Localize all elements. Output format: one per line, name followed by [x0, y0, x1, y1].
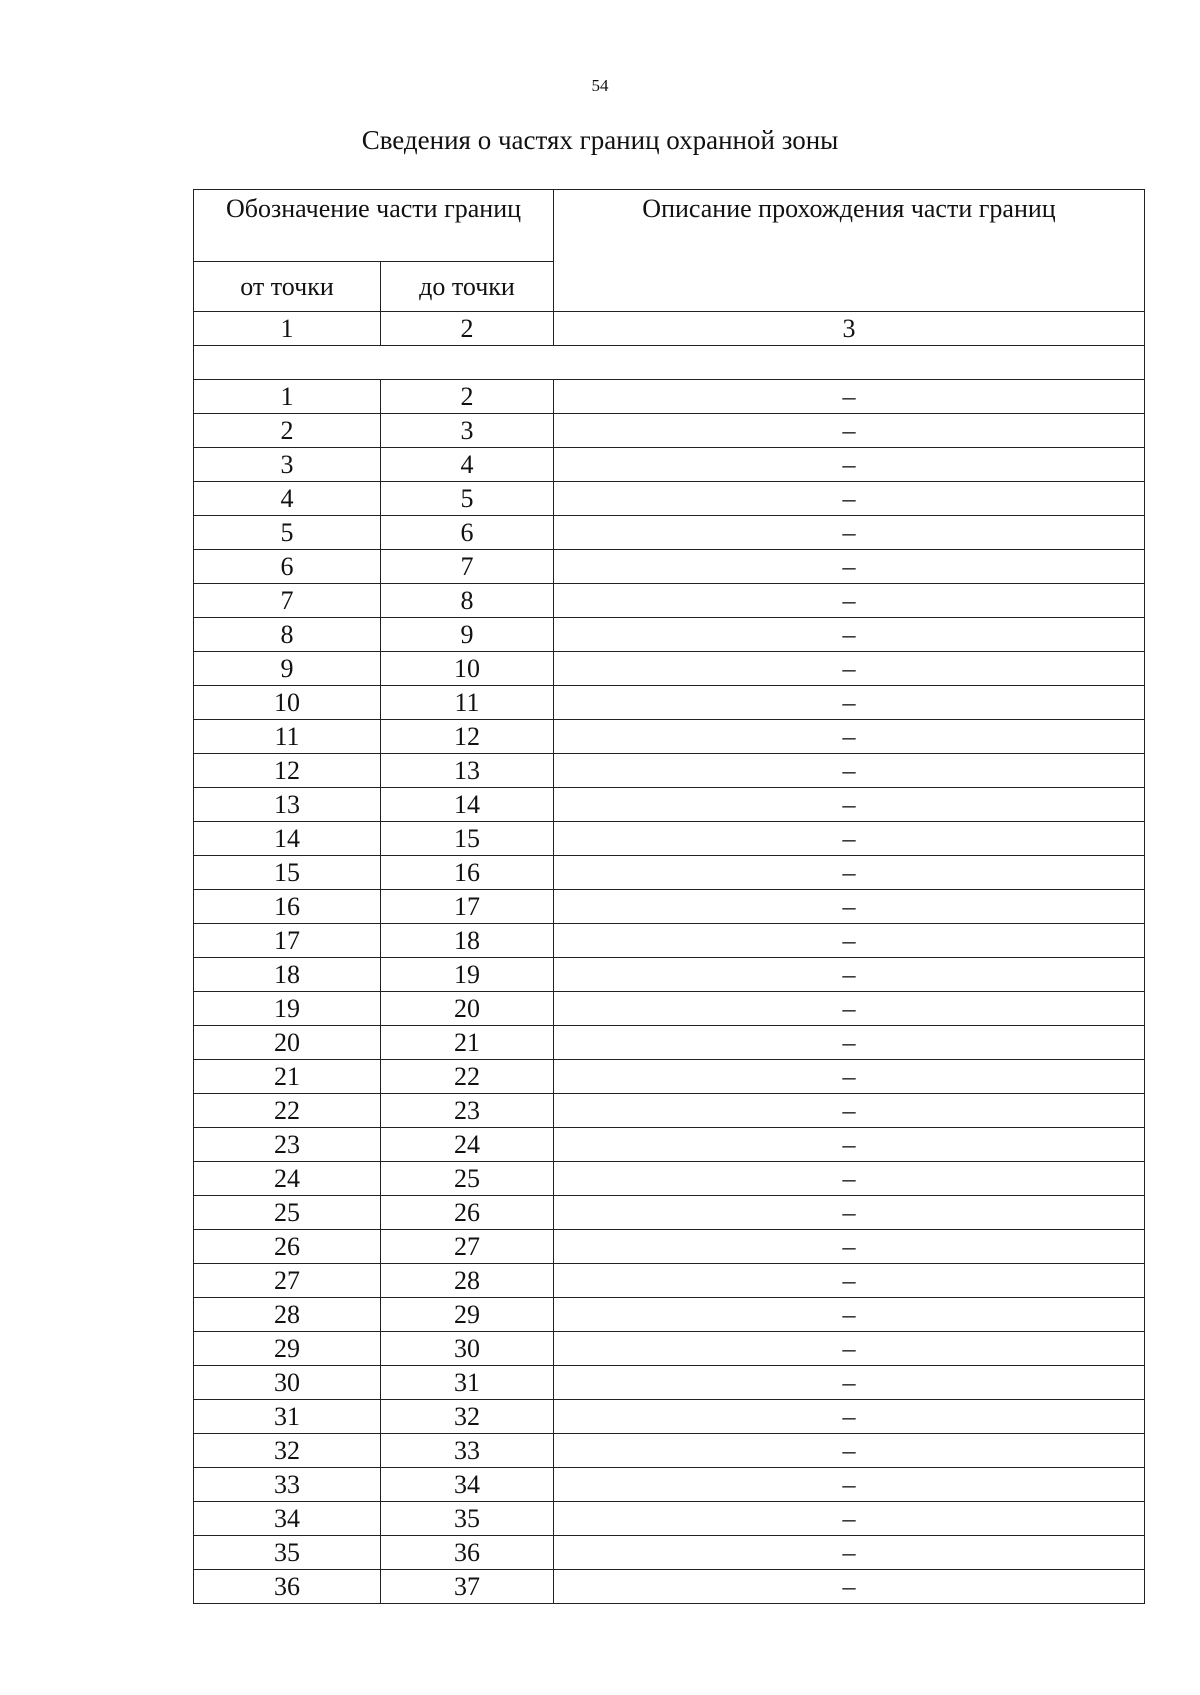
cell-to-point: 14: [381, 788, 554, 822]
table-row: [194, 1230, 1145, 1264]
cell-description: –: [554, 992, 1145, 1026]
header-designation: Обозначение части границ: [194, 190, 554, 262]
table-row: [194, 822, 1145, 856]
cell-description: –: [554, 1230, 1145, 1264]
cell-to-point: 2: [381, 380, 554, 414]
table-row: [194, 584, 1145, 618]
table-row: [194, 448, 1145, 482]
cell-to-point: 27: [381, 1230, 554, 1264]
cell-to-point: 36: [381, 1536, 554, 1570]
cell-description: –: [554, 856, 1145, 890]
cell-from-point: 22: [194, 1094, 381, 1128]
table-row: [194, 992, 1145, 1026]
table-row: [194, 1570, 1145, 1604]
cell-to-point: 26: [381, 1196, 554, 1230]
cell-to-point: 13: [381, 754, 554, 788]
cell-to-point: 16: [381, 856, 554, 890]
cell-description: –: [554, 1400, 1145, 1434]
cell-to-point: 11: [381, 686, 554, 720]
cell-to-point: 18: [381, 924, 554, 958]
cell-to-point: 15: [381, 822, 554, 856]
cell-description: –: [554, 1128, 1145, 1162]
cell-description: –: [554, 516, 1145, 550]
cell-from-point: 17: [194, 924, 381, 958]
table-row: [194, 1536, 1145, 1570]
cell-from-point: 35: [194, 1536, 381, 1570]
cell-from-point: 8: [194, 618, 381, 652]
cell-description: –: [554, 448, 1145, 482]
table-row: [194, 1366, 1145, 1400]
cell-from-point: 20: [194, 1026, 381, 1060]
cell-description: –: [554, 1570, 1145, 1604]
cell-description: –: [554, 1264, 1145, 1298]
table-row: [194, 1468, 1145, 1502]
cell-description: –: [554, 1536, 1145, 1570]
cell-to-point: 10: [381, 652, 554, 686]
section-row: [194, 346, 1145, 380]
cell-from-point: 3: [194, 448, 381, 482]
cell-description: –: [554, 720, 1145, 754]
cell-from-point: 5: [194, 516, 381, 550]
cell-from-point: 23: [194, 1128, 381, 1162]
cell-from-point: 15: [194, 856, 381, 890]
cell-from-point: 7: [194, 584, 381, 618]
table-row: [194, 720, 1145, 754]
cell-description: –: [554, 380, 1145, 414]
cell-from-point: 11: [194, 720, 381, 754]
cell-from-point: 31: [194, 1400, 381, 1434]
cell-to-point: 5: [381, 482, 554, 516]
cell-to-point: 20: [381, 992, 554, 1026]
cell-description: –: [554, 1094, 1145, 1128]
cell-description: –: [554, 1434, 1145, 1468]
cell-description: –: [554, 890, 1145, 924]
table-row: [194, 788, 1145, 822]
table-row: [194, 1060, 1145, 1094]
table-row: [194, 1400, 1145, 1434]
boundary-parts-table: [193, 311, 1145, 1604]
cell-from-point: 9: [194, 652, 381, 686]
header-description: Описание прохождения части границ: [554, 190, 1145, 312]
cell-from-point: 24: [194, 1162, 381, 1196]
cell-from-point: 14: [194, 822, 381, 856]
cell-to-point: 28: [381, 1264, 554, 1298]
cell-from-point: 36: [194, 1570, 381, 1604]
table-row: [194, 550, 1145, 584]
table-row: [194, 754, 1145, 788]
table-row: [194, 1026, 1145, 1060]
cell-description: –: [554, 1468, 1145, 1502]
table-row: [194, 618, 1145, 652]
cell-to-point: 8: [381, 584, 554, 618]
cell-from-point: 29: [194, 1332, 381, 1366]
cell-to-point: 22: [381, 1060, 554, 1094]
table-row: [194, 890, 1145, 924]
cell-from-point: 33: [194, 1468, 381, 1502]
cell-to-point: 23: [381, 1094, 554, 1128]
column-number-1: 1: [194, 312, 381, 346]
cell-to-point: 33: [381, 1434, 554, 1468]
page-number: 54: [591, 76, 609, 95]
cell-description: –: [554, 1298, 1145, 1332]
table-row: [194, 482, 1145, 516]
table-row: [194, 1162, 1145, 1196]
cell-description: –: [554, 1196, 1145, 1230]
cell-description: –: [554, 958, 1145, 992]
cell-from-point: 10: [194, 686, 381, 720]
cell-description: –: [554, 686, 1145, 720]
table-row: [194, 1434, 1145, 1468]
page-title: Сведения о частях границ охранной зоны: [361, 125, 839, 155]
cell-description: –: [554, 822, 1145, 856]
cell-description: –: [554, 788, 1145, 822]
cell-from-point: 1: [194, 380, 381, 414]
cell-to-point: 35: [381, 1502, 554, 1536]
cell-from-point: 27: [194, 1264, 381, 1298]
table-row: [194, 652, 1145, 686]
cell-from-point: 25: [194, 1196, 381, 1230]
table-row: [194, 1502, 1145, 1536]
table-row: [194, 1298, 1145, 1332]
cell-from-point: 12: [194, 754, 381, 788]
cell-to-point: 32: [381, 1400, 554, 1434]
column-number-2: 2: [381, 312, 554, 346]
cell-to-point: 29: [381, 1298, 554, 1332]
cell-from-point: 34: [194, 1502, 381, 1536]
section-label: [194, 346, 1145, 380]
cell-from-point: 13: [194, 788, 381, 822]
table-body: [194, 312, 1145, 1604]
cell-to-point: 3: [381, 414, 554, 448]
table-row: [194, 516, 1145, 550]
table-row: [194, 1332, 1145, 1366]
cell-from-point: 2: [194, 414, 381, 448]
cell-to-point: 25: [381, 1162, 554, 1196]
cell-from-point: 21: [194, 1060, 381, 1094]
cell-description: –: [554, 924, 1145, 958]
cell-to-point: 21: [381, 1026, 554, 1060]
table-row: [194, 1264, 1145, 1298]
table-row: [194, 414, 1145, 448]
header-to-point: до точки: [381, 262, 554, 312]
cell-description: –: [554, 652, 1145, 686]
cell-from-point: 32: [194, 1434, 381, 1468]
table-row: [194, 1128, 1145, 1162]
cell-from-point: 4: [194, 482, 381, 516]
table-row: [194, 924, 1145, 958]
cell-to-point: 9: [381, 618, 554, 652]
cell-description: –: [554, 1366, 1145, 1400]
cell-to-point: 12: [381, 720, 554, 754]
column-number-3: 3: [554, 312, 1145, 346]
cell-description: –: [554, 1060, 1145, 1094]
table-row: [194, 1196, 1145, 1230]
cell-description: –: [554, 1026, 1145, 1060]
cell-from-point: 6: [194, 550, 381, 584]
header-from-point: от точки: [194, 262, 381, 312]
cell-description: –: [554, 1332, 1145, 1366]
table-row: [194, 1094, 1145, 1128]
boundary-parts-table-header: [193, 189, 1145, 312]
cell-description: –: [554, 1502, 1145, 1536]
cell-to-point: 24: [381, 1128, 554, 1162]
cell-description: –: [554, 414, 1145, 448]
table-row: [194, 856, 1145, 890]
table-row: [194, 958, 1145, 992]
cell-to-point: 31: [381, 1366, 554, 1400]
cell-to-point: 7: [381, 550, 554, 584]
table-row: [194, 380, 1145, 414]
cell-to-point: 6: [381, 516, 554, 550]
cell-description: –: [554, 482, 1145, 516]
table-row: [194, 686, 1145, 720]
cell-to-point: 30: [381, 1332, 554, 1366]
cell-to-point: 37: [381, 1570, 554, 1604]
cell-description: –: [554, 550, 1145, 584]
column-number-row: [194, 312, 1145, 346]
cell-description: –: [554, 584, 1145, 618]
cell-from-point: 30: [194, 1366, 381, 1400]
cell-to-point: 17: [381, 890, 554, 924]
cell-description: –: [554, 618, 1145, 652]
cell-from-point: 26: [194, 1230, 381, 1264]
cell-to-point: 4: [381, 448, 554, 482]
cell-from-point: 18: [194, 958, 381, 992]
cell-to-point: 19: [381, 958, 554, 992]
cell-to-point: 34: [381, 1468, 554, 1502]
cell-from-point: 16: [194, 890, 381, 924]
cell-from-point: 19: [194, 992, 381, 1026]
cell-description: –: [554, 754, 1145, 788]
cell-description: –: [554, 1162, 1145, 1196]
cell-from-point: 28: [194, 1298, 381, 1332]
